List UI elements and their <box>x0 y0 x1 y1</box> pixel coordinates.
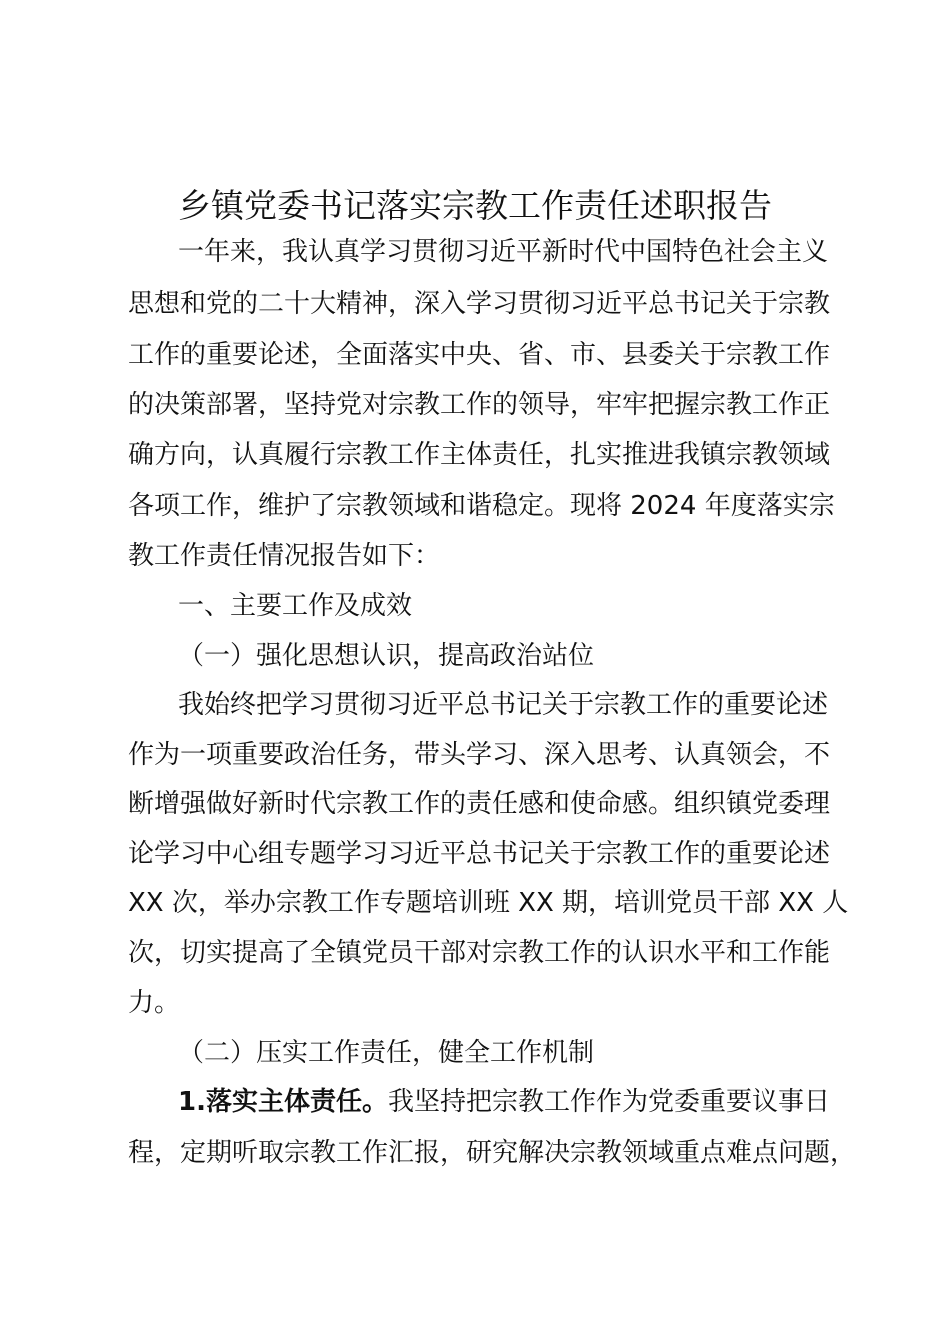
paragraph-line: 力。 <box>128 988 181 1018</box>
paragraph-line <box>178 1082 830 1122</box>
subsection-heading: （一）强化思想认识，提高政治站位 <box>178 641 595 671</box>
paragraph-line: 我始终把学习贯彻习近平总书记关于宗教工作的重要论述 <box>178 690 829 720</box>
paragraph-line: 程，定期听取宗教工作汇报，研究解决宗教领域重点难点问题， <box>128 1138 857 1168</box>
section-heading: 一、主要工作及成效 <box>178 591 413 621</box>
paragraph-line: 教工作责任情况报告如下： <box>128 541 441 571</box>
subsection-heading: （二）压实工作责任，健全工作机制 <box>178 1038 595 1068</box>
paragraph-line: 次，切实提高了全镇党员干部对宗教工作的认识水平和工作能 <box>128 938 831 968</box>
paragraph-line: XX 次，举办宗教工作专题培训班 XX 期，培训党员干部 XX 人 <box>128 888 849 918</box>
document-title: 乡镇党委书记落实宗教工作责任述职报告 <box>178 186 772 225</box>
paragraph-line: 确方向，认真履行宗教工作主体责任，扎实推进我镇宗教领域 <box>128 440 831 470</box>
paragraph-line: 作为一项重要政治任务，带头学习、深入思考、认真领会，不 <box>128 740 831 770</box>
paragraph-line: 的决策部署，坚持党对宗教工作的领导，牢牢把握宗教工作正 <box>128 390 831 420</box>
paragraph-line: 工作的重要论述，全面落实中央、省、市、县委关于宗教工作 <box>128 340 831 370</box>
item-text: 我坚持把宗教工作作为党委重要议事日 <box>387 1087 830 1117</box>
paragraph-line: 一年来，我认真学习贯彻习近平新时代中国特色社会主义 <box>178 237 829 267</box>
paragraph-line: 论学习中心组专题学习习近平总书记关于宗教工作的重要论述 <box>128 839 831 869</box>
item-lead-bold: 1.落实主体责任。 <box>178 1087 388 1117</box>
paragraph-line: 断增强做好新时代宗教工作的责任感和使命感。组织镇党委理 <box>128 789 831 819</box>
paragraph-line: 各项工作，维护了宗教领域和谐稳定。现将 2024 年度落实宗 <box>128 491 835 521</box>
paragraph-line: 思想和党的二十大精神，深入学习贯彻习近平总书记关于宗教 <box>128 289 831 319</box>
